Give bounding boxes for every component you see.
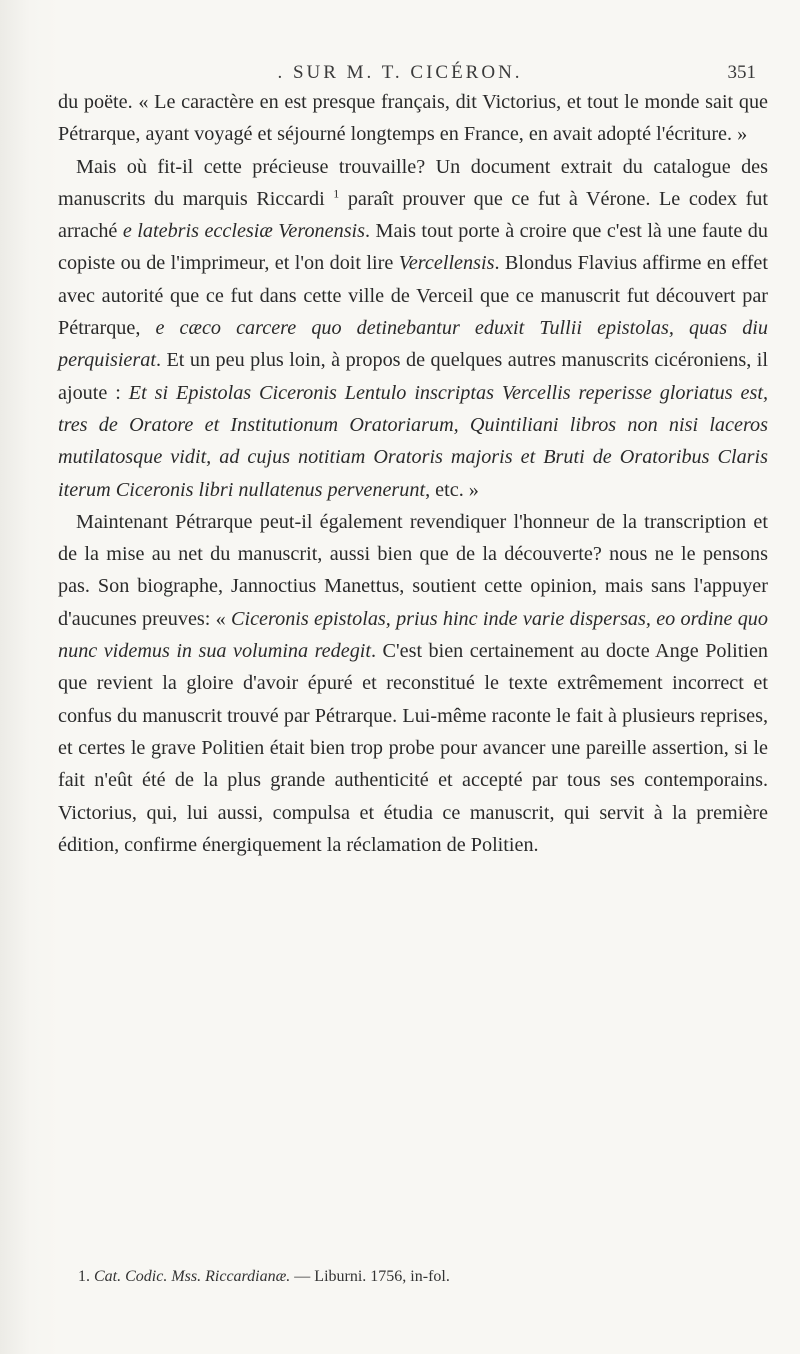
latin-quotation: Ciceronis epistolas, prius hinc inde varie dispersas, eo ordine quo nunc videmus in sua volumina redegit bbox=[58, 607, 768, 663]
footnote bbox=[78, 1268, 768, 1286]
latin-quotation: Vercellensis bbox=[398, 252, 495, 275]
latin-quotation: Et si Epistolas Ciceronis Lentulo inscriptas Vercellis reperisse gloriatus est, tres de Oratore et Institutionum Oratoriarum, Quintiliani libros non nisi laceros mutilatosque vidit, ad cujus notitiam Oratoris majoris et Bruti de Oratoribus Claris iterum Ciceronis libri nullatenus pervenerunt bbox=[58, 381, 768, 501]
text-run: . Et un peu plus loin, à propos de quelques autres manuscrits cicéroniens, il ajoute : bbox=[58, 349, 768, 404]
text-run: paraît prouver que ce fut à Vérone. Le codex fut arraché bbox=[58, 187, 768, 243]
footnote-number: 1. bbox=[78, 1268, 90, 1285]
text-run: Maintenant Pétrarque peut-il également revendiquer l'honneur de la transcription et de la mise au net du manuscrit, aussi bien que de la découverte? nous ne le pensons pas. Son biographe, Jannoctius Manettus, soutient cette opinion, mais sans l'appuyer d'aucunes preuves: « bbox=[58, 510, 768, 630]
page-number: 351 bbox=[727, 62, 756, 83]
text-run: . Blondus Flavius affirme en effet avec autorité que ce fut dans cette ville de Verceil que ce manuscrit fut découvert par Pétrarque, bbox=[58, 252, 769, 340]
running-title: . SUR M. T. CICÉRON. bbox=[277, 62, 523, 83]
paragraph-3 bbox=[58, 506, 768, 861]
footnote-ref: 1 bbox=[333, 186, 340, 201]
footnote-source-details: — Liburni. 1756, in-fol. bbox=[290, 1268, 450, 1285]
text-run: Mais où fit-il cette précieuse trouvaille? Un document extrait du catalogue des manuscrits du marquis Riccardi bbox=[58, 155, 768, 210]
text-run: , etc. » bbox=[425, 478, 479, 501]
latin-quotation: e latebris ecclesiæ Veronensis bbox=[122, 220, 366, 243]
paragraph-1 bbox=[58, 86, 768, 151]
text-run: . C'est bien certainement au docte Ange Politien que revient la gloire d'avoir épuré et reconstitué le texte extrêmement incorrect et confus du manuscrit trouvé par Pétrarque. Lui-même raconte le fait à plusieurs reprises, et certes le grave Politien était bien trop probe pour avancer une pareille assertion, si le fait n'eût été de la plus grande authenticité et accepté par tous ses contemporains. Victorius, qui, lui aussi, compulsa et étudia ce manuscrit, qui servit à la première édition, confirme énergiquement la réclamation de Politien. bbox=[58, 640, 769, 856]
footnote-source-title: Cat. Codic. Mss. Riccardianæ. bbox=[94, 1268, 291, 1285]
text-run: . Mais tout porte à croire que c'est là une faute du copiste ou de l'imprimeur, et l'on doit lire bbox=[58, 220, 768, 275]
paragraph-2 bbox=[58, 151, 768, 506]
latin-quotation: e cæco carcere quo detinebantur eduxit Tullii epistolas, quas diu perquisierat bbox=[58, 317, 768, 372]
text-run: du poëte. « Le caractère en est presque français, dit Victorius, et tout le monde sait que Pétrarque, ayant voyagé et séjourné longtemps en France, en avait adopté l'écriture. » bbox=[58, 91, 768, 146]
body-text bbox=[58, 86, 768, 861]
